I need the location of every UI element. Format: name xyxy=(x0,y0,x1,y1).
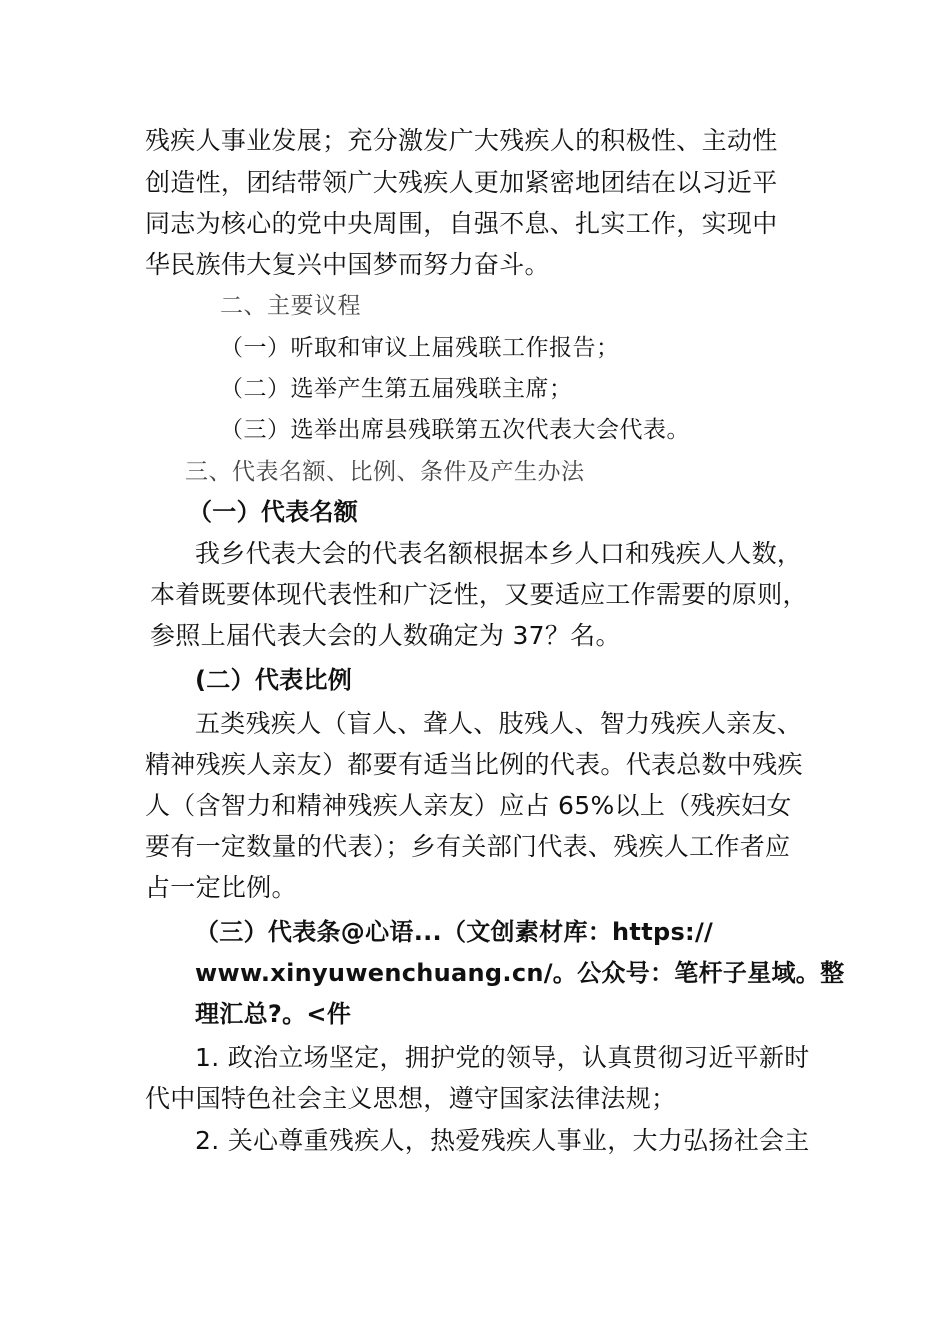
section2-item-1: （一）听取和审议上届残联工作报告； xyxy=(220,335,620,361)
section2-item-3: （三）选举出席县残联第五次代表大会代表。 xyxy=(220,417,690,443)
sub3-heading-line-3: 理汇总?。<件 xyxy=(195,1000,352,1028)
section2-item-2: （二）选举产生第五届残联主席； xyxy=(220,376,573,402)
sub3-item2-line-1: 2. 关心尊重残疾人，热爱残疾人事业，大力弘扬社会主 xyxy=(195,1126,810,1155)
sub2-heading: (二）代表比例 xyxy=(195,666,353,694)
section2-heading: 二、主要议程 xyxy=(220,293,361,319)
intro-line-1: 残疾人事业发展；充分激发广大残疾人的积极性、主动性 xyxy=(145,126,778,155)
sub1-heading: （一）代表名额 xyxy=(188,498,359,526)
sub2-line-2: 精神残疾人亲友）都要有适当比例的代表。代表总数中残疾 xyxy=(145,750,803,779)
sub1-line-3: 参照上届代表大会的人数确定为 37？名。 xyxy=(150,621,621,650)
sub3-item1-line-1: 1. 政治立场坚定，拥护党的领导，认真贯彻习近平新时 xyxy=(195,1043,810,1072)
sub3-heading-line-1: （三）代表条@心语...（文创素材库：https:// xyxy=(195,918,714,946)
sub3-item1-line-2: 代中国特色社会主义思想，遵守国家法律法规； xyxy=(145,1084,677,1113)
intro-line-2: 创造性，团结带领广大残疾人更加紧密地团结在以习近平 xyxy=(145,168,778,197)
sub2-line-4: 要有一定数量的代表）；乡有关部门代表、残疾人工作者应 xyxy=(145,832,791,861)
section3-heading: 三、代表名额、比例、条件及产生办法 xyxy=(185,459,585,485)
sub1-line-1: 我乡代表大会的代表名额根据本乡人口和残疾人人数， xyxy=(195,539,803,568)
sub2-line-1: 五类残疾人（盲人、聋人、肢残人、智力残疾人亲友、 xyxy=(195,709,803,738)
sub3-heading-line-2: www.xinyuwenchuang.cn/。公众号：笔杆子星域。整 xyxy=(195,959,845,987)
sub2-line-3: 人（含智力和精神残疾人亲友）应占 65%以上（残疾妇女 xyxy=(145,791,792,820)
sub2-line-5: 占一定比例。 xyxy=(145,873,297,902)
intro-line-4: 华民族伟大复兴中国梦而努力奋斗。 xyxy=(145,250,550,279)
sub1-line-2: 本着既要体现代表性和广泛性，又要适应工作需要的原则， xyxy=(150,580,808,609)
intro-line-3: 同志为核心的党中央周围，自强不息、扎实工作，实现中 xyxy=(145,209,778,238)
